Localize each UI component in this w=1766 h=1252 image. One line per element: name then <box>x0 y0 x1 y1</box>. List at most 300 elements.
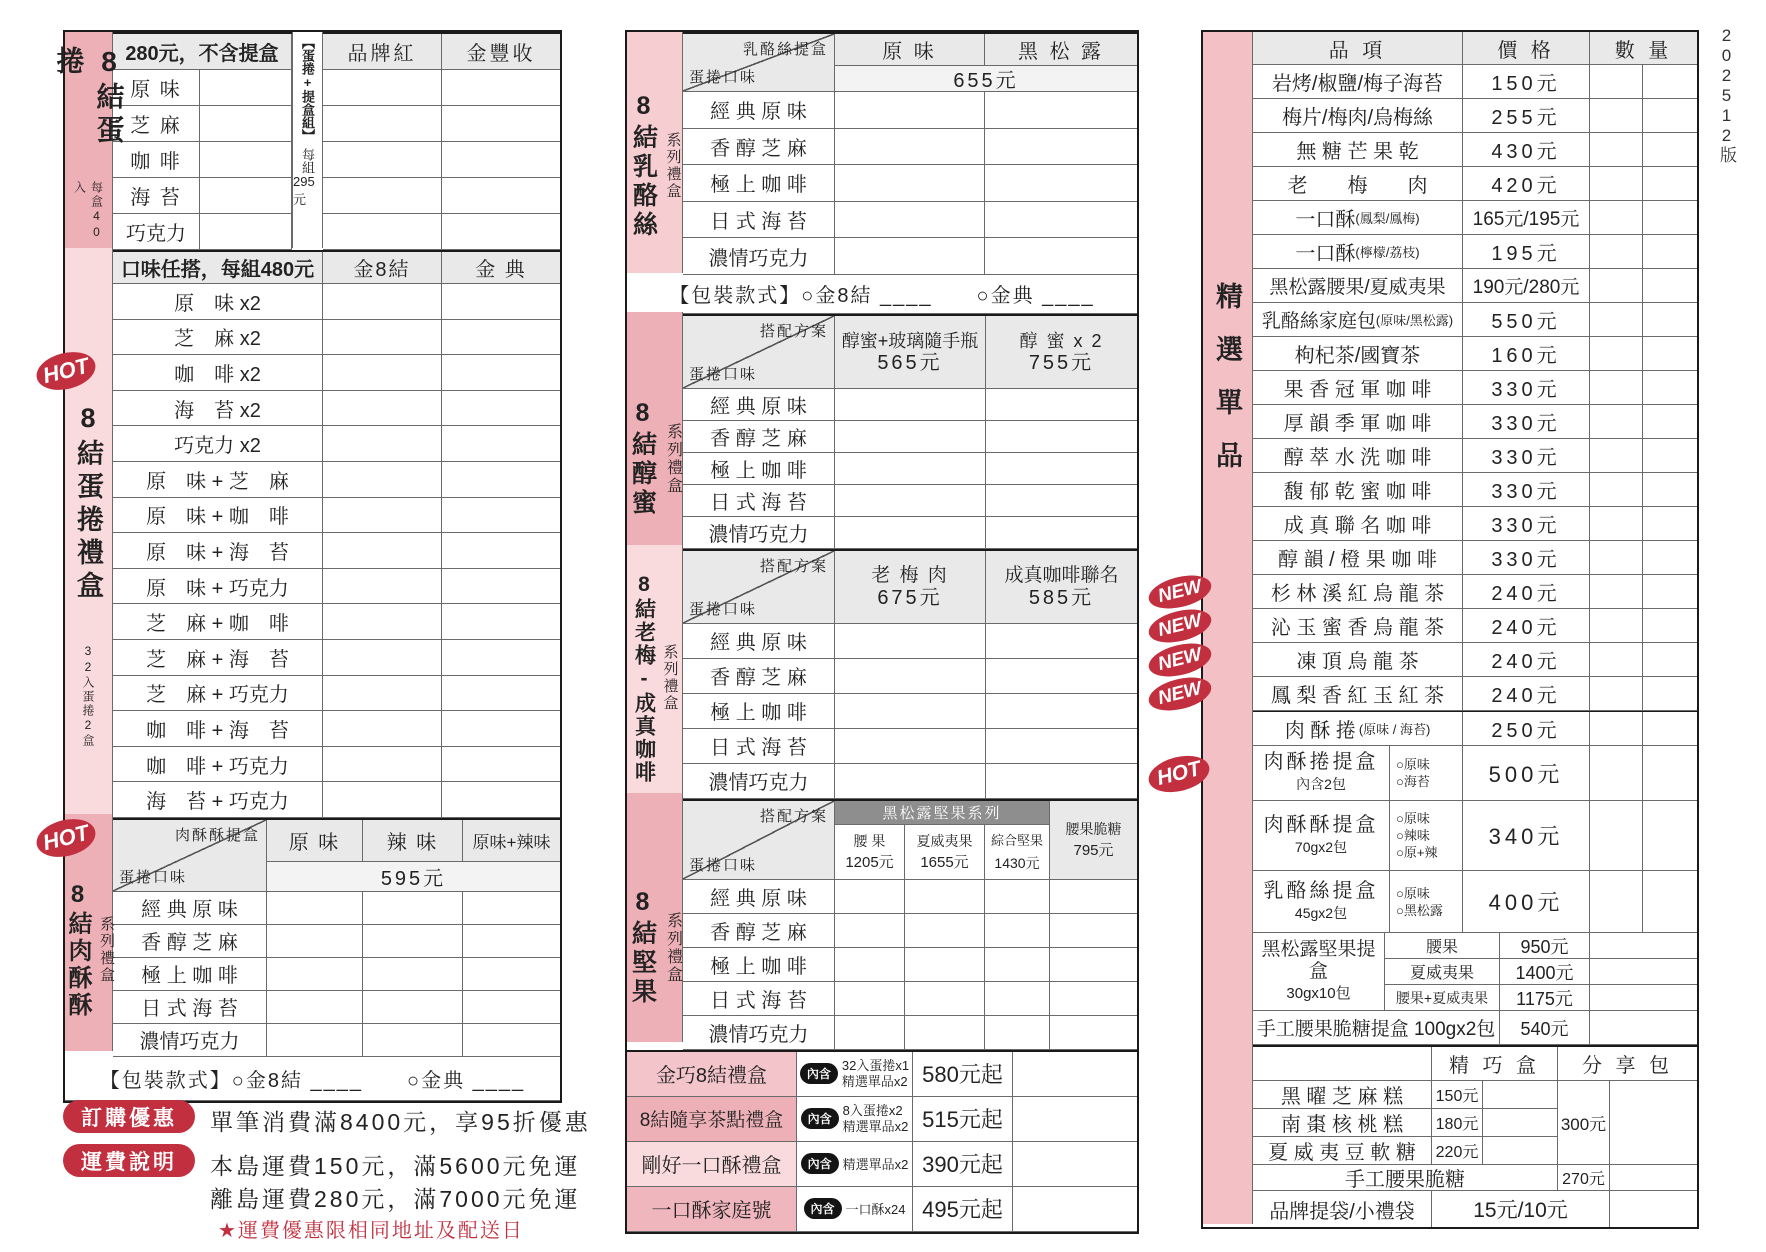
item-name: 成 真 聯 名 咖 啡 <box>1253 507 1463 541</box>
col-header-honey-bottle: 醇蜜+玻璃隨手瓶 565元 <box>835 316 986 389</box>
item-name: 厚 韻 季 軍 咖 啡 <box>1253 405 1463 439</box>
option-spicy[interactable]: ○辣味 <box>1396 828 1430 843</box>
table-row <box>113 782 560 818</box>
qty-cell[interactable] <box>1483 1109 1558 1137</box>
qty-cell[interactable] <box>323 498 442 534</box>
table-row <box>683 389 1137 421</box>
qty-cell[interactable] <box>1643 439 1697 473</box>
item-price: 240元 <box>1463 643 1590 677</box>
qty-cell[interactable] <box>1643 99 1697 133</box>
table-row <box>627 1097 1137 1142</box>
band-title: 8結肉酥酥 <box>64 880 91 1019</box>
qty-cell[interactable] <box>1643 65 1697 99</box>
qty-cell[interactable] <box>835 165 985 202</box>
qty-cell[interactable] <box>835 1016 905 1050</box>
qty-cell[interactable] <box>1050 914 1137 948</box>
qty-cell[interactable] <box>200 142 292 178</box>
contents-badge: 內含 <box>801 1153 839 1174</box>
qty-cell[interactable] <box>1483 1081 1558 1109</box>
item-name: 醇 韻 / 橙 果 咖 啡 <box>1253 541 1463 575</box>
qty-cell[interactable] <box>1643 473 1697 507</box>
table-row <box>683 238 1137 275</box>
table-row <box>113 533 560 569</box>
qty-cell[interactable] <box>267 958 363 991</box>
qty-cell[interactable] <box>1643 575 1697 609</box>
table-row <box>683 316 1137 389</box>
qty-cell[interactable] <box>442 391 560 427</box>
qty-cell[interactable] <box>442 70 560 106</box>
qty-cell[interactable] <box>986 389 1137 421</box>
item-price: 270元 <box>1558 1165 1610 1191</box>
item-name: 鳳 梨 香 紅 玉 紅 茶 <box>1253 677 1463 711</box>
col-header-goldclassic: 金 典 <box>442 252 560 284</box>
qty-cell[interactable] <box>1643 871 1697 933</box>
matrix-header-cell <box>683 551 835 624</box>
qty-cell[interactable] <box>1590 985 1697 1011</box>
item-price: 195元 <box>1463 235 1590 269</box>
qty-cell[interactable] <box>267 892 363 925</box>
flavor-label: 經 典 原 味 <box>113 892 267 925</box>
qty-cell[interactable] <box>1013 1097 1137 1142</box>
col-header-cashew-brittle: 腰果脆糖 795元 <box>1050 801 1137 880</box>
order-discount-badge: 訂購優惠 <box>63 1100 195 1133</box>
qty-cell[interactable] <box>1590 473 1643 507</box>
table-row <box>683 453 1137 485</box>
table-row <box>1253 99 1697 133</box>
table-row <box>1253 133 1697 167</box>
giftbox-name: 剛好一口酥禮盒 <box>627 1142 797 1187</box>
section-band-plum-coffee <box>627 545 683 793</box>
qty-cell[interactable] <box>985 880 1050 914</box>
qty-cell[interactable] <box>986 453 1137 485</box>
table-row <box>113 320 560 356</box>
qty-cell[interactable] <box>905 914 985 948</box>
qty-cell[interactable] <box>1590 871 1643 933</box>
qty-cell[interactable] <box>1590 405 1643 439</box>
table-row <box>113 991 560 1024</box>
qty-cell[interactable] <box>323 604 442 640</box>
qty-cell[interactable] <box>1590 439 1643 473</box>
qty-cell[interactable] <box>463 958 560 991</box>
qty-cell[interactable] <box>323 106 442 142</box>
flavor-options <box>1390 871 1463 933</box>
qty-cell[interactable] <box>1050 880 1137 914</box>
qty-cell[interactable] <box>835 764 986 799</box>
qty-cell[interactable] <box>986 694 1137 729</box>
table-row <box>1253 201 1697 235</box>
band-subtitle: 系列禮盒 <box>664 911 682 984</box>
qty-cell[interactable] <box>905 1016 985 1050</box>
combo-sub: 每組 <box>300 148 315 174</box>
item-name: 凍 頂 烏 龍 茶 <box>1253 643 1463 677</box>
qty-cell[interactable] <box>442 498 560 534</box>
qty-cell[interactable] <box>1643 167 1697 201</box>
option-mixed[interactable]: ○原+辣 <box>1396 845 1438 860</box>
qty-cell[interactable] <box>442 355 560 391</box>
qty-cell[interactable] <box>363 1024 463 1057</box>
qty-cell[interactable] <box>442 284 560 320</box>
item-price: 240元 <box>1463 575 1590 609</box>
qty-cell[interactable] <box>1590 303 1643 337</box>
qty-cell[interactable] <box>986 624 1137 659</box>
qty-cell[interactable] <box>323 640 442 676</box>
qty-cell[interactable] <box>1013 1142 1137 1187</box>
qty-cell[interactable] <box>442 426 560 462</box>
flavor-label: 極 上 咖 啡 <box>683 453 835 485</box>
item-name: 夏 威 夷 豆 軟 糖 <box>1253 1137 1432 1165</box>
qty-cell[interactable] <box>835 129 985 166</box>
packaging-style-row[interactable]: 【包裝款式】○金8結 ____ ○金典 ____ <box>65 1057 560 1101</box>
qty-cell[interactable] <box>835 517 986 549</box>
qty-cell[interactable] <box>323 747 442 783</box>
band-title: 8結蛋捲 <box>53 46 125 148</box>
qty-cell[interactable] <box>1643 712 1697 746</box>
table-row <box>1253 575 1697 609</box>
section-porksong-giftbox <box>65 818 560 1101</box>
version-label: 202512版 <box>1717 26 1736 164</box>
item-price: 240元 <box>1463 677 1590 711</box>
qty-cell[interactable] <box>1590 201 1643 235</box>
qty-cell[interactable] <box>323 569 442 605</box>
qty-cell[interactable] <box>835 880 905 914</box>
qty-cell[interactable] <box>363 925 463 958</box>
qty-cell[interactable] <box>1643 801 1697 871</box>
flavor-label: 香 醇 芝 麻 <box>683 914 835 948</box>
flavor-label: 日 式 海 苔 <box>683 202 835 239</box>
table-row <box>113 34 560 70</box>
price-header: 280元，不含提盒 <box>113 34 292 70</box>
qty-cell[interactable] <box>323 70 442 106</box>
qty-cell[interactable] <box>1590 677 1643 711</box>
qty-cell[interactable] <box>835 624 986 659</box>
item-price: 330元 <box>1463 541 1590 575</box>
giftbox-contents: 內含 精選單品x2 <box>797 1142 913 1187</box>
qty-cell[interactable] <box>986 729 1137 764</box>
table-row <box>683 982 1137 1016</box>
qty-cell[interactable] <box>1013 1052 1137 1097</box>
band-subtitle: 32入蛋捲2盒 <box>81 644 95 748</box>
band-subtitle: 每盒40入 <box>72 181 104 242</box>
shipping-info-badge: 運費說明 <box>63 1144 195 1177</box>
qty-cell[interactable] <box>1590 712 1643 746</box>
eggroll-order-table <box>53 30 562 1103</box>
sweets-subtable <box>1253 1045 1697 1227</box>
qty-cell[interactable] <box>200 178 292 214</box>
qty-cell[interactable] <box>1050 1016 1137 1050</box>
qty-cell[interactable] <box>463 892 560 925</box>
qty-cell[interactable] <box>323 391 442 427</box>
table-row <box>113 391 560 427</box>
qty-cell[interactable] <box>835 914 905 948</box>
qty-cell[interactable] <box>986 421 1137 453</box>
table-row <box>1253 371 1697 405</box>
flavor-options <box>1390 801 1463 871</box>
new-badge: NEW <box>1145 570 1214 615</box>
table-row <box>683 202 1137 239</box>
table-row <box>113 640 560 676</box>
matrix-header-bottom: 蛋捲口味 <box>119 868 188 886</box>
flavor-label: 經 典 原 味 <box>683 624 835 659</box>
qty-cell[interactable] <box>323 533 442 569</box>
qty-cell[interactable] <box>323 284 442 320</box>
flavor-label: 芝 麻 <box>113 106 200 142</box>
flavor-label: 極 上 咖 啡 <box>683 165 835 202</box>
qty-cell[interactable] <box>835 238 985 275</box>
qty-cell[interactable] <box>1610 1191 1697 1227</box>
qty-cell[interactable] <box>1610 1165 1697 1191</box>
truffle-nut-giftbox-rows <box>1253 933 1697 1011</box>
table-row <box>683 421 1137 453</box>
qty-cell[interactable] <box>442 533 560 569</box>
qty-cell[interactable] <box>1610 1081 1697 1165</box>
qty-cell[interactable] <box>1643 677 1697 711</box>
qty-cell[interactable] <box>442 782 560 818</box>
combo-label: 原 味 + 咖 啡 <box>113 498 323 534</box>
giftbox-price: 580元起 <box>913 1052 1013 1097</box>
table-row <box>1253 473 1697 507</box>
matrix-header-top: 搭配方案 <box>759 322 828 340</box>
qty-cell[interactable] <box>985 129 1137 166</box>
table-row <box>683 694 1137 729</box>
table-row <box>1253 677 1697 711</box>
table-row <box>1253 439 1697 473</box>
qty-cell[interactable] <box>985 92 1137 129</box>
qty-cell[interactable] <box>835 485 986 517</box>
section-band-featured-items <box>1203 32 1253 1224</box>
qty-cell[interactable] <box>1590 746 1643 801</box>
qty-cell[interactable] <box>267 1024 363 1057</box>
qty-cell[interactable] <box>986 485 1137 517</box>
price-label: 595元 <box>267 862 560 892</box>
qty-cell[interactable] <box>985 238 1137 275</box>
qty-cell[interactable] <box>463 1024 560 1057</box>
qty-cell[interactable] <box>985 982 1050 1016</box>
col-header-price: 價 格 <box>1463 32 1590 65</box>
qty-cell[interactable] <box>835 389 986 421</box>
item-name: 枸杞茶/國寶茶 <box>1253 337 1463 371</box>
qty-cell[interactable] <box>442 604 560 640</box>
qty-cell[interactable] <box>1643 337 1697 371</box>
qty-cell[interactable] <box>1590 959 1697 985</box>
band-title: 8結老梅-成真咖啡 <box>632 572 656 784</box>
qty-cell[interactable] <box>1590 609 1643 643</box>
qty-cell[interactable] <box>442 178 560 214</box>
option-seaweed[interactable]: ○海苔 <box>1396 774 1430 789</box>
matrix-header-bottom: 蛋捲口味 <box>689 856 758 874</box>
qty-cell[interactable] <box>986 764 1137 799</box>
option-original[interactable]: ○原味 <box>1396 811 1430 826</box>
packaging-style-row[interactable]: 【包裝款式】○金8結 ____ ○金典 ____ <box>627 275 1137 314</box>
qty-cell[interactable] <box>835 729 986 764</box>
qty-cell[interactable] <box>985 1016 1050 1050</box>
table-row <box>683 624 1137 659</box>
item-name: 肉 酥 捲 (原味 / 海苔) <box>1253 712 1463 746</box>
qty-cell[interactable] <box>1050 982 1137 1016</box>
matrix-header-top: 肉酥酥提盒 <box>174 826 260 844</box>
table-row <box>683 729 1137 764</box>
qty-cell[interactable] <box>905 982 985 1016</box>
qty-cell[interactable] <box>323 462 442 498</box>
qty-cell[interactable] <box>1643 235 1697 269</box>
qty-cell[interactable] <box>1013 1187 1137 1232</box>
qty-cell[interactable] <box>1590 1011 1697 1045</box>
qty-cell[interactable] <box>1590 235 1643 269</box>
qty-cell[interactable] <box>1590 371 1643 405</box>
qty-cell[interactable] <box>463 925 560 958</box>
qty-cell[interactable] <box>1643 746 1697 801</box>
share-pack-price: 300元 <box>1558 1081 1610 1165</box>
flavor-label: 巧克力 <box>113 214 200 250</box>
qty-cell[interactable] <box>267 991 363 1024</box>
option-original[interactable]: ○原味 <box>1396 885 1430 901</box>
qty-cell[interactable] <box>200 106 292 142</box>
table-row <box>113 214 560 250</box>
qty-cell[interactable] <box>1643 133 1697 167</box>
qty-cell[interactable] <box>200 70 292 106</box>
qty-cell[interactable] <box>463 991 560 1024</box>
qty-cell[interactable] <box>1643 405 1697 439</box>
qty-cell[interactable] <box>442 462 560 498</box>
option-truffle[interactable]: ○黑松露 <box>1396 902 1443 918</box>
qty-cell[interactable] <box>835 453 986 485</box>
qty-cell[interactable] <box>363 892 463 925</box>
qty-cell[interactable] <box>1643 201 1697 235</box>
combo-title: 【蛋捲+提盒組】 <box>300 36 315 142</box>
qty-cell[interactable] <box>363 958 463 991</box>
qty-cell[interactable] <box>985 202 1137 239</box>
qty-cell[interactable] <box>200 214 292 250</box>
qty-cell[interactable] <box>835 659 986 694</box>
combo-price: 295元 <box>293 174 315 207</box>
item-price: 180元 <box>1432 1109 1483 1137</box>
item-name: 肉酥捲提盒 內含2包 <box>1253 746 1390 801</box>
table-row <box>683 801 1137 880</box>
section-honey <box>627 314 1137 549</box>
qty-cell[interactable] <box>1643 371 1697 405</box>
qty-cell[interactable] <box>442 569 560 605</box>
item-name: 岩烤/椒鹽/梅子海苔 <box>1253 65 1463 99</box>
qty-cell[interactable] <box>905 880 985 914</box>
table-row <box>113 70 560 106</box>
qty-cell[interactable] <box>835 92 985 129</box>
option-original[interactable]: ○原味 <box>1396 757 1430 772</box>
qty-cell[interactable] <box>835 982 905 1016</box>
qty-cell[interactable] <box>1590 801 1643 871</box>
qty-cell[interactable] <box>835 202 985 239</box>
flavor-label: 香 醇 芝 麻 <box>683 421 835 453</box>
variant-price: 1175元 <box>1500 985 1590 1011</box>
qty-cell[interactable] <box>442 711 560 747</box>
qty-cell[interactable] <box>1590 269 1643 303</box>
qty-cell[interactable] <box>1590 133 1643 167</box>
qty-cell[interactable] <box>1643 643 1697 677</box>
band-title: 精選單品 <box>1212 282 1242 494</box>
qty-cell[interactable] <box>985 948 1050 982</box>
flavor-label: 經 典 原 味 <box>683 880 835 914</box>
qty-cell[interactable] <box>835 948 905 982</box>
qty-cell[interactable] <box>323 355 442 391</box>
qty-cell[interactable] <box>323 426 442 462</box>
flavor-label: 香 醇 芝 麻 <box>113 925 267 958</box>
qty-cell[interactable] <box>442 106 560 142</box>
qty-cell[interactable] <box>835 694 986 729</box>
qty-cell[interactable] <box>323 320 442 356</box>
qty-cell[interactable] <box>323 676 442 712</box>
qty-cell[interactable] <box>1590 541 1643 575</box>
matrix-header-cell <box>683 34 835 92</box>
flavor-label: 濃情巧克力 <box>683 238 835 275</box>
qty-cell[interactable] <box>985 914 1050 948</box>
table-row <box>1253 303 1697 337</box>
qty-cell[interactable] <box>1050 948 1137 982</box>
table-row <box>113 142 560 178</box>
item-price: 340元 <box>1463 801 1590 871</box>
qty-cell[interactable] <box>442 640 560 676</box>
qty-cell[interactable] <box>1590 643 1643 677</box>
qty-cell[interactable] <box>1643 507 1697 541</box>
qty-cell[interactable] <box>1590 65 1643 99</box>
qty-cell[interactable] <box>905 948 985 982</box>
qty-cell[interactable] <box>267 925 363 958</box>
qty-cell[interactable] <box>323 782 442 818</box>
qty-cell[interactable] <box>986 517 1137 549</box>
qty-cell[interactable] <box>1643 303 1697 337</box>
table-row <box>683 165 1137 202</box>
qty-cell[interactable] <box>442 214 560 250</box>
qty-cell[interactable] <box>1483 1137 1558 1165</box>
item-name: 馥 郁 乾 蜜 咖 啡 <box>1253 473 1463 507</box>
giftbox-price: 495元起 <box>913 1187 1013 1232</box>
qty-cell[interactable] <box>1643 609 1697 643</box>
table-row <box>113 252 560 284</box>
table-row <box>683 1016 1137 1050</box>
qty-cell[interactable] <box>1643 269 1697 303</box>
qty-cell[interactable] <box>323 711 442 747</box>
qty-cell[interactable] <box>986 659 1137 694</box>
col-header-spicy: 辣 味 <box>363 820 463 862</box>
variant-label: 夏威夷果 <box>1385 959 1500 985</box>
qty-cell[interactable] <box>442 142 560 178</box>
new-badge: NEW <box>1145 672 1214 717</box>
item-name: 無 糖 芒 果 乾 <box>1253 133 1463 167</box>
qty-cell[interactable] <box>323 178 442 214</box>
flavor-label: 濃情巧克力 <box>683 1016 835 1050</box>
matrix-header-top: 乳酪絲提盒 <box>742 41 828 58</box>
qty-cell[interactable] <box>835 421 986 453</box>
qty-cell[interactable] <box>323 142 442 178</box>
item-price: 220元 <box>1432 1137 1483 1165</box>
hot-badge: HOT <box>1145 750 1213 798</box>
qty-cell[interactable] <box>442 320 560 356</box>
band-title: 8結蛋捲禮盒 <box>73 403 103 604</box>
qty-cell[interactable] <box>1590 337 1643 371</box>
qty-cell[interactable] <box>1590 933 1697 959</box>
qty-cell[interactable] <box>363 991 463 1024</box>
item-price: 190元/280元 <box>1463 269 1590 303</box>
qty-cell[interactable] <box>1590 167 1643 201</box>
qty-cell[interactable] <box>442 747 560 783</box>
flavor-label: 海 苔 <box>113 178 200 214</box>
qty-cell[interactable] <box>1643 541 1697 575</box>
qty-cell[interactable] <box>323 214 442 250</box>
qty-cell[interactable] <box>1590 575 1643 609</box>
qty-cell[interactable] <box>985 165 1137 202</box>
qty-cell[interactable] <box>442 676 560 712</box>
new-badge: NEW <box>1145 604 1214 649</box>
giftbox-contents: 內含 一口酥x24 <box>797 1187 913 1232</box>
qty-cell[interactable] <box>1590 99 1643 133</box>
qty-cell[interactable] <box>1590 507 1643 541</box>
